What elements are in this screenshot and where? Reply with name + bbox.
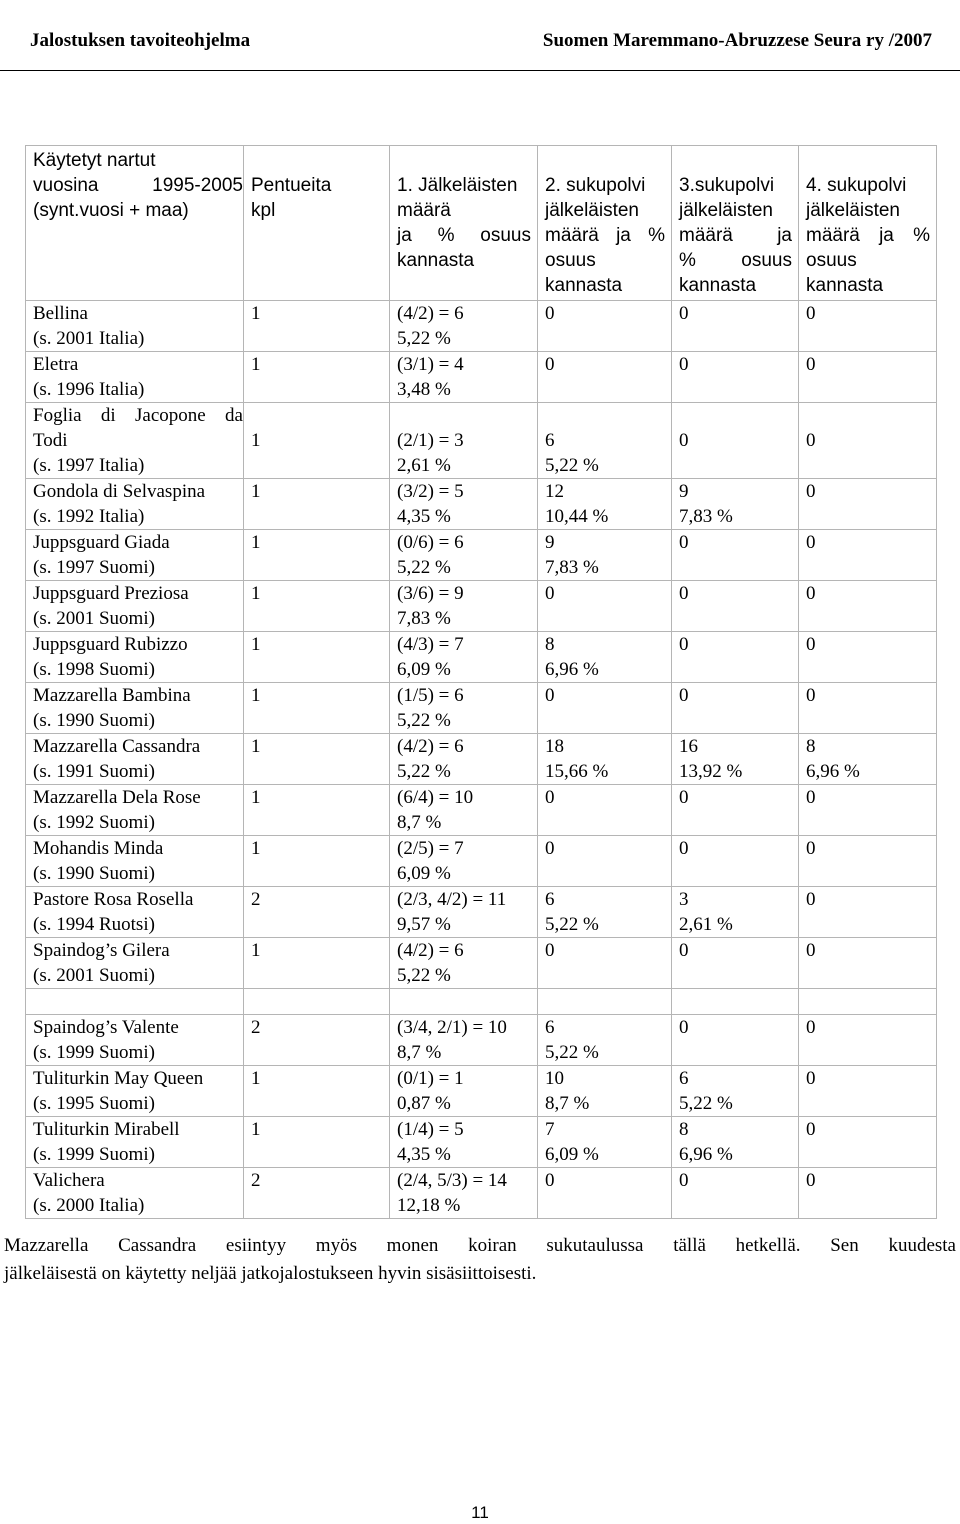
cell-litters	[244, 479, 390, 530]
gen2-share: 10,44 %	[545, 506, 609, 527]
gen1-share: 8,7 %	[397, 1042, 442, 1063]
gen2-share: 15,66 %	[545, 761, 609, 782]
cell-generation-4	[799, 1066, 937, 1117]
cell-first-generation	[390, 836, 538, 887]
gen3-count: 0	[679, 787, 689, 808]
female-name: Foglia di Jacopone da	[33, 405, 243, 426]
gen3-share: 13,92 %	[679, 761, 743, 782]
table-row	[26, 1066, 937, 1117]
cell-generation-3	[672, 785, 799, 836]
cell-generation-2	[538, 352, 672, 403]
cell-generation-3	[672, 403, 799, 479]
gen4-count: 0	[806, 1119, 816, 1140]
gen4-count: 0	[806, 1170, 816, 1191]
cell-generation-3	[672, 683, 799, 734]
gen2-count: 0	[545, 354, 555, 375]
table-row	[26, 887, 937, 938]
gen1-count: (2/4, 5/3) = 14	[397, 1170, 507, 1191]
cell-first-generation	[390, 479, 538, 530]
table-row	[26, 683, 937, 734]
gen3-count: 9	[679, 481, 689, 502]
gen1-count: (6/4) = 10	[397, 787, 474, 808]
gen1-count: (2/3, 4/2) = 11	[397, 889, 507, 910]
female-origin: (s. 1999 Suomi)	[33, 1042, 155, 1063]
cell-generation-3	[672, 632, 799, 683]
gen2-count: 7	[545, 1119, 555, 1140]
gen4-count: 0	[806, 583, 816, 604]
female-origin: (s. 1994 Ruotsi)	[33, 914, 155, 935]
gen2-share: 5,22 %	[545, 914, 599, 935]
table-row	[26, 938, 937, 989]
cell-female-name	[26, 683, 244, 734]
table-row	[26, 1168, 937, 1219]
cell-litters	[244, 403, 390, 479]
female-name: Gondola di Selvaspina	[33, 481, 206, 502]
female-name: Pastore Rosa Rosella	[33, 889, 194, 910]
cell-first-generation	[390, 581, 538, 632]
gen3-count: 16	[679, 736, 698, 757]
cell-generation-3	[672, 938, 799, 989]
cell-first-generation	[390, 1066, 538, 1117]
gen1-share: 6,09 %	[397, 863, 451, 884]
gen1-share: 2,61 %	[397, 455, 451, 476]
gen1-count: (3/1) = 4	[397, 354, 464, 375]
cell-generation-2	[538, 1117, 672, 1168]
gen1-count: (4/2) = 6	[397, 303, 464, 324]
gen4-count: 0	[806, 481, 816, 502]
litter-count: 1	[251, 685, 261, 706]
cell-generation-2	[538, 683, 672, 734]
cell-litters	[244, 683, 390, 734]
gen2-count: 0	[545, 303, 555, 324]
cell-generation-2	[538, 938, 672, 989]
female-origin: (s. 2001 Italia)	[33, 328, 145, 349]
gen4-count: 0	[806, 634, 816, 655]
cell-litters	[244, 1117, 390, 1168]
female-origin: (s. 2000 Italia)	[33, 1195, 145, 1216]
cell-generation-4	[799, 683, 937, 734]
cell-first-generation	[390, 683, 538, 734]
cell-generation-3	[672, 1117, 799, 1168]
cell-generation-2	[538, 1015, 672, 1066]
header-divider	[0, 70, 960, 71]
footnote-line-1: Mazzarella Cassandra esiintyy myös monen koiran sukutaulussa tällä hetkellä. Sen kuudesta	[4, 1235, 956, 1256]
page-number: 11	[471, 1503, 489, 1522]
gen2-count: 6	[545, 430, 555, 451]
gen4-count: 0	[806, 354, 816, 375]
cell-litters	[244, 887, 390, 938]
gen3-count: 0	[679, 685, 689, 706]
table-row	[26, 301, 937, 352]
gen2-count: 9	[545, 532, 555, 553]
cell-litters	[244, 1066, 390, 1117]
gen1-count: (2/1) = 3	[397, 430, 464, 451]
gen3-share: 2,61 %	[679, 914, 733, 935]
cell-generation-2	[538, 836, 672, 887]
litter-count: 2	[251, 889, 261, 910]
cell-generation-4	[799, 887, 937, 938]
gen3-share: 5,22 %	[679, 1093, 733, 1114]
gen3-count: 0	[679, 634, 689, 655]
cell-generation-4	[799, 479, 937, 530]
table-gap-row	[26, 989, 937, 1015]
female-name: Mazzarella Cassandra	[33, 736, 201, 757]
table-row	[26, 530, 937, 581]
gen3-count: 3	[679, 889, 689, 910]
table-row	[26, 479, 937, 530]
female-name: Eletra	[33, 354, 79, 375]
gen1-count: (3/2) = 5	[397, 481, 464, 502]
cell-first-generation	[390, 352, 538, 403]
female-origin: (s. 1990 Suomi)	[33, 710, 155, 731]
gen3-count: 0	[679, 303, 689, 324]
cell-generation-2	[538, 785, 672, 836]
gen2-share: 6,96 %	[545, 659, 599, 680]
gen3-count: 6	[679, 1068, 689, 1089]
cell-litters	[244, 1168, 390, 1219]
gen4-count: 0	[806, 685, 816, 706]
litter-count: 1	[251, 787, 261, 808]
gen2-share: 8,7 %	[545, 1093, 590, 1114]
cell-litters	[244, 581, 390, 632]
table-row	[26, 1015, 937, 1066]
gen2-share: 7,83 %	[545, 557, 599, 578]
gen1-count: (2/5) = 7	[397, 838, 464, 859]
gen1-share: 5,22 %	[397, 328, 451, 349]
gen4-count: 0	[806, 303, 816, 324]
cell-generation-2	[538, 581, 672, 632]
gen1-share: 6,09 %	[397, 659, 451, 680]
cell-generation-3	[672, 1015, 799, 1066]
gen3-count: 0	[679, 583, 689, 604]
cell-generation-4	[799, 632, 937, 683]
header-litters: Pentueita kpl	[244, 146, 390, 301]
female-origin: (s. 1992 Suomi)	[33, 812, 155, 833]
cell-generation-2	[538, 1066, 672, 1117]
breeding-females-table	[25, 145, 937, 1219]
table-row	[26, 1117, 937, 1168]
gen1-share: 0,87 %	[397, 1093, 451, 1114]
cell-generation-4	[799, 581, 937, 632]
litter-count: 1	[251, 430, 261, 451]
page-header	[30, 30, 932, 56]
header-first-generation: 1. Jälkeläisten määrä ja % osuus kannasta	[390, 146, 538, 301]
female-origin: (s. 1997 Suomi)	[33, 557, 155, 578]
gen3-count: 0	[679, 532, 689, 553]
gen1-share: 5,22 %	[397, 965, 451, 986]
female-origin: (s. 1991 Suomi)	[33, 761, 155, 782]
female-name: Mohandis Minda	[33, 838, 164, 859]
header-females: Käytetyt nartut vuosina 1995-2005 (synt.vuosi + maa)	[26, 146, 244, 301]
cell-generation-3	[672, 530, 799, 581]
cell-generation-4	[799, 403, 937, 479]
gen1-count: (1/5) = 6	[397, 685, 464, 706]
gen4-count: 0	[806, 940, 816, 961]
cell-female-name	[26, 1066, 244, 1117]
cell-litters	[244, 352, 390, 403]
cell-generation-2	[538, 887, 672, 938]
gen2-count: 18	[545, 736, 564, 757]
cell-female-name	[26, 938, 244, 989]
female-origin: (s. 1990 Suomi)	[33, 863, 155, 884]
cell-female-name	[26, 352, 244, 403]
gen2-share: 5,22 %	[545, 455, 599, 476]
female-origin: (s. 1998 Suomi)	[33, 659, 155, 680]
cell-first-generation	[390, 1015, 538, 1066]
gen1-share: 5,22 %	[397, 557, 451, 578]
litter-count: 1	[251, 736, 261, 757]
gen3-count: 0	[679, 838, 689, 859]
gen1-share: 5,22 %	[397, 761, 451, 782]
gen1-share: 12,18 %	[397, 1195, 461, 1216]
cell-female-name	[26, 734, 244, 785]
cell-generation-4	[799, 1015, 937, 1066]
cell-first-generation	[390, 785, 538, 836]
footnote-line-2: jälkeläisestä on käytetty neljää jatkojalostukseen hyvin sisäsiittoisesti.	[4, 1263, 537, 1284]
cell-generation-3	[672, 479, 799, 530]
female-origin: (s. 1997 Italia)	[33, 455, 145, 476]
gen4-count: 0	[806, 838, 816, 859]
header-program-title: Jalostuksen tavoiteohjelma	[30, 30, 251, 51]
gen2-count: 6	[545, 1017, 555, 1038]
gen2-share: 6,09 %	[545, 1144, 599, 1165]
female-name: Spaindog’s Valente	[33, 1017, 179, 1038]
table-row	[26, 836, 937, 887]
litter-count: 2	[251, 1170, 261, 1191]
female-name: Valichera	[33, 1170, 105, 1191]
cell-female-name	[26, 836, 244, 887]
gen1-share: 3,48 %	[397, 379, 451, 400]
litter-count: 1	[251, 1068, 261, 1089]
gen2-count: 6	[545, 889, 555, 910]
cell-litters	[244, 734, 390, 785]
cell-female-name	[26, 1168, 244, 1219]
gen1-share: 8,7 %	[397, 812, 442, 833]
cell-generation-4	[799, 301, 937, 352]
gen3-count: 0	[679, 1017, 689, 1038]
cell-litters	[244, 1015, 390, 1066]
cell-first-generation	[390, 1168, 538, 1219]
gen4-count: 0	[806, 1068, 816, 1089]
cell-female-name	[26, 479, 244, 530]
header-third-generation: 3.sukupolvi jälkeläisten määrä ja % osuus kannasta	[672, 146, 799, 301]
female-name: Juppsguard Preziosa	[33, 583, 189, 604]
header-association-name: Suomen Maremmano-Abruzzese Seura ry /2007	[542, 30, 932, 51]
gen3-count: 8	[679, 1119, 689, 1140]
cell-generation-2	[538, 1168, 672, 1219]
litter-count: 1	[251, 532, 261, 553]
litter-count: 1	[251, 583, 261, 604]
gen3-count: 0	[679, 940, 689, 961]
table-row	[26, 581, 937, 632]
cell-generation-2	[538, 530, 672, 581]
gen2-count: 12	[545, 481, 564, 502]
gen3-count: 0	[679, 430, 689, 451]
gen2-count: 0	[545, 685, 555, 706]
gen1-count: (3/6) = 9	[397, 583, 464, 604]
cell-litters	[244, 836, 390, 887]
cell-female-name	[26, 301, 244, 352]
gen2-count: 0	[545, 940, 555, 961]
cell-generation-3	[672, 734, 799, 785]
cell-generation-3	[672, 1168, 799, 1219]
litter-count: 1	[251, 1119, 261, 1140]
cell-generation-3	[672, 581, 799, 632]
gen3-share: 6,96 %	[679, 1144, 733, 1165]
cell-female-name	[26, 1117, 244, 1168]
female-name: Juppsguard Giada	[33, 532, 170, 553]
litter-count: 2	[251, 1017, 261, 1038]
cell-generation-4	[799, 352, 937, 403]
cell-generation-4	[799, 785, 937, 836]
gen2-count: 8	[545, 634, 555, 655]
cell-first-generation	[390, 301, 538, 352]
litter-count: 1	[251, 940, 261, 961]
cell-generation-2	[538, 301, 672, 352]
gen2-count: 10	[545, 1068, 564, 1089]
gen4-count: 0	[806, 787, 816, 808]
gen4-count: 0	[806, 430, 816, 451]
gen3-share: 7,83 %	[679, 506, 733, 527]
cell-first-generation	[390, 938, 538, 989]
gen2-count: 0	[545, 787, 555, 808]
table-row	[26, 632, 937, 683]
gen1-count: (0/1) = 1	[397, 1068, 464, 1089]
cell-first-generation	[390, 632, 538, 683]
cell-generation-4	[799, 530, 937, 581]
litter-count: 1	[251, 481, 261, 502]
table-row	[26, 403, 937, 479]
litter-count: 1	[251, 354, 261, 375]
cell-litters	[244, 301, 390, 352]
cell-litters	[244, 938, 390, 989]
gen2-count: 0	[545, 838, 555, 859]
cell-generation-2	[538, 479, 672, 530]
cell-generation-4	[799, 938, 937, 989]
cell-generation-3	[672, 836, 799, 887]
female-origin: (s. 1995 Suomi)	[33, 1093, 155, 1114]
header-fourth-generation: 4. sukupolvi jälkeläisten määrä ja % osuus kannasta	[799, 146, 937, 301]
cell-generation-3	[672, 1066, 799, 1117]
gen1-count: (1/4) = 5	[397, 1119, 464, 1140]
cell-generation-4	[799, 734, 937, 785]
gen1-count: (3/4, 2/1) = 10	[397, 1017, 507, 1038]
footnote-paragraph	[4, 1232, 956, 1288]
gen1-share: 5,22 %	[397, 710, 451, 731]
cell-litters	[244, 632, 390, 683]
litter-count: 1	[251, 634, 261, 655]
gen4-count: 0	[806, 532, 816, 553]
gen4-count: 0	[806, 889, 816, 910]
female-name: Bellina	[33, 303, 88, 324]
cell-female-name	[26, 530, 244, 581]
female-origin: (s. 2001 Suomi)	[33, 608, 155, 629]
cell-generation-2	[538, 734, 672, 785]
table-row	[26, 734, 937, 785]
header-second-generation: 2. sukupolvi jälkeläisten määrä ja % osuus kannasta	[538, 146, 672, 301]
cell-generation-3	[672, 352, 799, 403]
gen3-count: 0	[679, 1170, 689, 1191]
female-name: Spaindog’s Gilera	[33, 940, 170, 961]
gen1-share: 4,35 %	[397, 506, 451, 527]
cell-generation-3	[672, 887, 799, 938]
table-header-row	[26, 146, 937, 301]
female-origin: (s. 1996 Italia)	[33, 379, 145, 400]
cell-generation-2	[538, 632, 672, 683]
cell-generation-3	[672, 301, 799, 352]
female-name: Tuliturkin May Queen	[33, 1068, 204, 1089]
gen4-count: 0	[806, 1017, 816, 1038]
gen4-share: 6,96 %	[806, 761, 860, 782]
gen2-count: 0	[545, 583, 555, 604]
cell-first-generation	[390, 1117, 538, 1168]
cell-female-name	[26, 785, 244, 836]
gen1-count: (4/3) = 7	[397, 634, 464, 655]
female-name: Mazzarella Bambina	[33, 685, 191, 706]
female-origin: (s. 1999 Suomi)	[33, 1144, 155, 1165]
table-row	[26, 785, 937, 836]
cell-generation-4	[799, 1168, 937, 1219]
cell-generation-4	[799, 1117, 937, 1168]
cell-female-name	[26, 887, 244, 938]
female-name-cont: Todi	[33, 430, 68, 451]
gen2-share: 5,22 %	[545, 1042, 599, 1063]
gen1-count: (0/6) = 6	[397, 532, 464, 553]
female-name: Juppsguard Rubizzo	[33, 634, 188, 655]
gen1-count: (4/2) = 6	[397, 736, 464, 757]
female-name: Tuliturkin Mirabell	[33, 1119, 180, 1140]
cell-first-generation	[390, 887, 538, 938]
cell-first-generation	[390, 530, 538, 581]
gen1-share: 7,83 %	[397, 608, 451, 629]
gen3-count: 0	[679, 354, 689, 375]
cell-litters	[244, 785, 390, 836]
cell-female-name	[26, 632, 244, 683]
female-origin: (s. 2001 Suomi)	[33, 965, 155, 986]
gen2-count: 0	[545, 1170, 555, 1191]
cell-first-generation	[390, 734, 538, 785]
gen1-share: 4,35 %	[397, 1144, 451, 1165]
cell-female-name	[26, 403, 244, 479]
cell-first-generation	[390, 403, 538, 479]
litter-count: 1	[251, 838, 261, 859]
gen1-share: 9,57 %	[397, 914, 451, 935]
cell-generation-2	[538, 403, 672, 479]
table-row	[26, 352, 937, 403]
cell-female-name	[26, 581, 244, 632]
gen4-count: 8	[806, 736, 816, 757]
cell-litters	[244, 530, 390, 581]
litter-count: 1	[251, 303, 261, 324]
female-origin: (s. 1992 Italia)	[33, 506, 145, 527]
cell-female-name	[26, 1015, 244, 1066]
gen1-count: (4/2) = 6	[397, 940, 464, 961]
cell-generation-4	[799, 836, 937, 887]
female-name: Mazzarella Dela Rose	[33, 787, 201, 808]
